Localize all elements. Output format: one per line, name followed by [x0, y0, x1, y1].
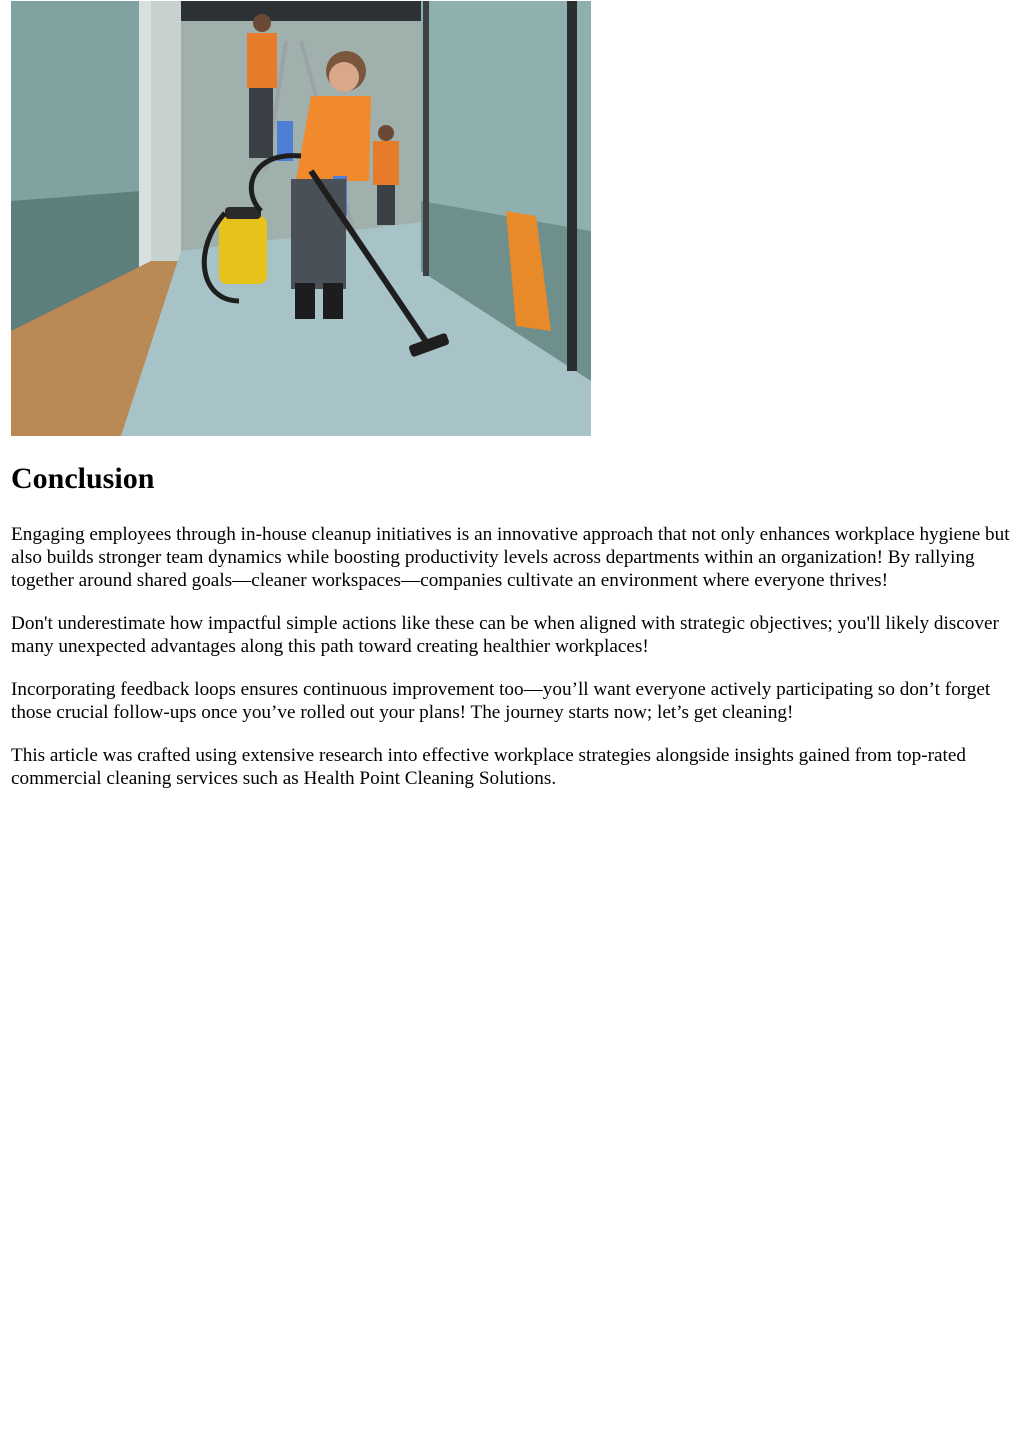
section-heading: Conclusion — [11, 462, 155, 495]
office-cleaning-photo — [11, 1, 591, 436]
paragraph-2: Don't underestimate how impactful simple actions like these can be when aligned with strategic objectives; you'll likely discover many unexpected advantages along this path toward creating healthier workplaces! — [11, 613, 999, 657]
article — [0, 1, 1024, 790]
paragraph-4: This article was crafted using extensive research into effective workplace strategies alongside insights gained from top-rated commercial cleaning services such as Health Point Cleaning Solutions. — [11, 745, 966, 789]
office-cleaning-photo-icon — [11, 1, 591, 436]
paragraph-1: Engaging employees through in-house cleanup initiatives is an innovative approach that not only enhances workplace hygiene but also builds stronger team dynamics while boosting productivity levels across departments within an organization! By rallying together around shared goals—cleaner workspaces—companies cultivate an environment where everyone thrives! — [11, 524, 1010, 591]
paragraph-3: Incorporating feedback loops ensures continuous improvement too—you’ll want everyone actively participating so don’t forget those crucial follow-ups once you’ve rolled out your plans! The journey starts now; let’s get cleaning! — [11, 679, 991, 723]
